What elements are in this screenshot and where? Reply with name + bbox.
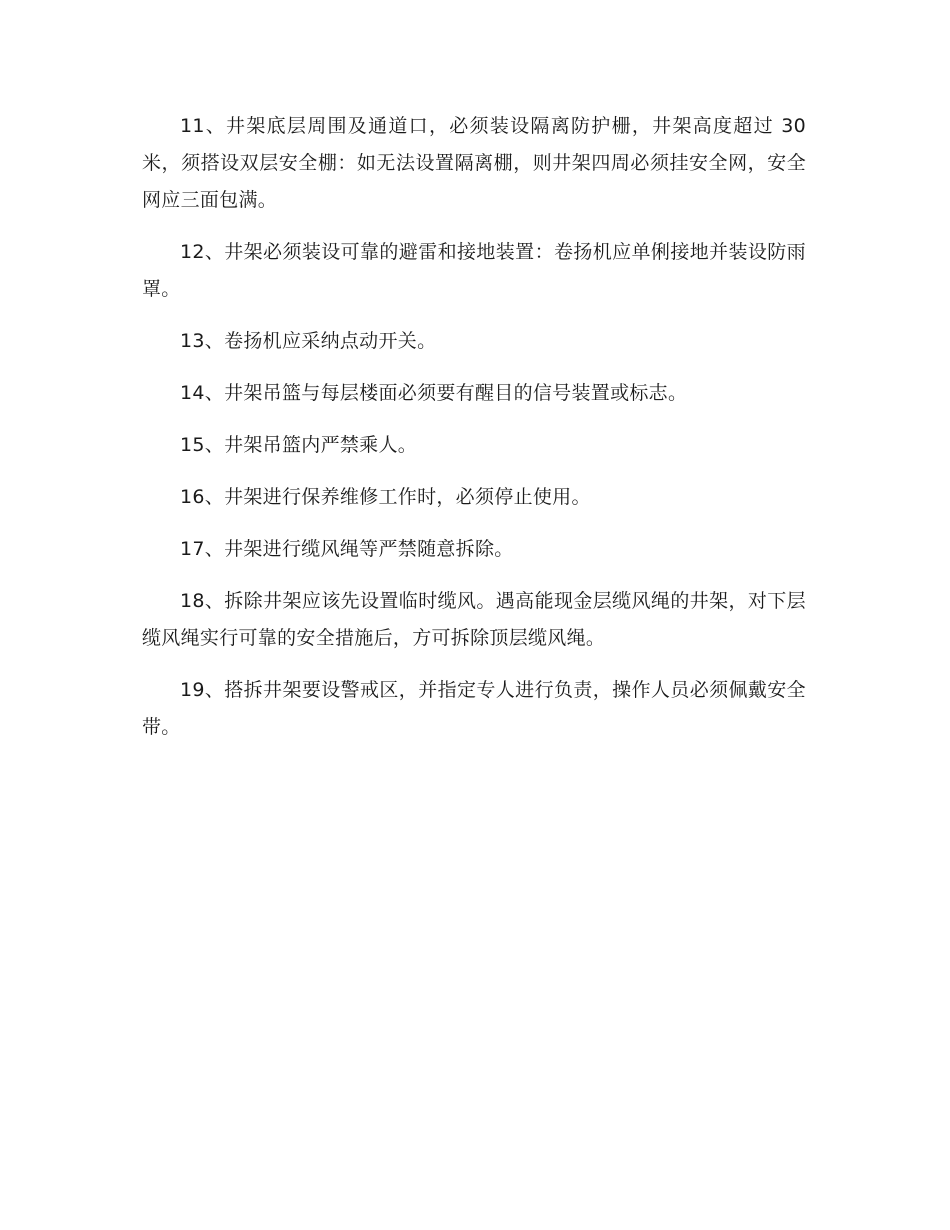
paragraph-16: 16、井架进行保养维修工作时，必须停止使用。 (180, 486, 591, 508)
paragraph-17: 17、井架进行缆风绳等严禁随意拆除。 (180, 538, 514, 560)
paragraph-14: 14、井架吊篮与每层楼面必须要有醒目的信号装置或标志。 (180, 382, 688, 404)
paragraph-11: 11、井架底层周围及通道口，必须装设隔离防护栅，井架高度超过 30 米，须搭设双层安全棚：如无法设置隔离棚，则井架四周必须挂安全网，安全网应三面包满。 (142, 115, 806, 211)
paragraph-15: 15、井架吊篮内严禁乘人。 (180, 434, 418, 456)
paragraph-12: 12、井架必须装设可靠的避雷和接地装置：卷扬机应单俐接地并装设防雨罩。 (142, 241, 806, 300)
document-body (142, 108, 806, 761)
paragraph-13: 13、卷扬机应采纳点动开关。 (180, 330, 437, 352)
paragraph-19: 19、搭拆井架要设警戒区，并指定专人进行负责，操作人员必须佩戴安全带。 (142, 679, 806, 738)
paragraph-18: 18、拆除井架应该先设置临时缆风。遇高能现金层缆风绳的井架，对下层缆风绳实行可靠的安全措施后，方可拆除顶层缆风绳。 (142, 590, 806, 649)
